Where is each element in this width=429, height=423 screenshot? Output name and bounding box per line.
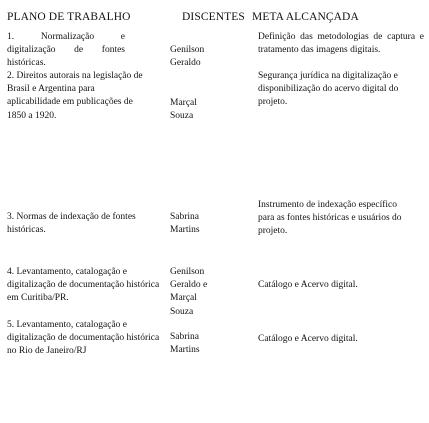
row-2-goal: Segurança jurídica na digitalização e disponibilização do acervo digital do projeto. <box>258 71 399 108</box>
row-4-students: Genilson Geraldo e Marçal Souza <box>170 267 208 317</box>
header-goal: META ALCANÇADA <box>252 11 359 23</box>
row-5-goal: Catálogo e Acervo digital. <box>258 334 358 344</box>
header-plan: PLANO DE TRABALHO <box>7 11 131 23</box>
row-5-students: Sabrina Martins <box>170 332 200 356</box>
row-1-students: Genilson Geraldo <box>170 45 205 69</box>
row-4-plan: 4. Levantamento, catalogação e digitalização de documentação histórica em Curitiba/PR. <box>7 267 160 304</box>
row-3-students: Sabrina Martins <box>170 212 200 236</box>
row-5-plan: 5. Levantamento, catalogação e digitalização de documentação histórica no Rio de Janeiro/RJ <box>7 320 160 357</box>
row-4-goal: Catálogo e Acervo digital. <box>258 280 358 290</box>
row-3-plan: 3. Normas de indexação de fontes históricas. <box>7 212 136 236</box>
row-2-plan: 2. Direitos autorais na legislação de Brasil e Argentina para aplicabilidade em publicações de 1850 a 1920. <box>7 71 143 121</box>
row-2-students: Marçal Souza <box>170 98 197 122</box>
row-1-plan: 1. Normalização e digitalização de fontes históricas. <box>7 32 125 69</box>
row-3-goal: Instrumento de indexação específico para as fontes históricas e usuários do projeto. <box>258 200 402 237</box>
row-1-goal: Definição das metodologias de captura e tratamento das imagens digitais. <box>258 32 424 56</box>
header-students: DISCENTES <box>182 11 245 23</box>
